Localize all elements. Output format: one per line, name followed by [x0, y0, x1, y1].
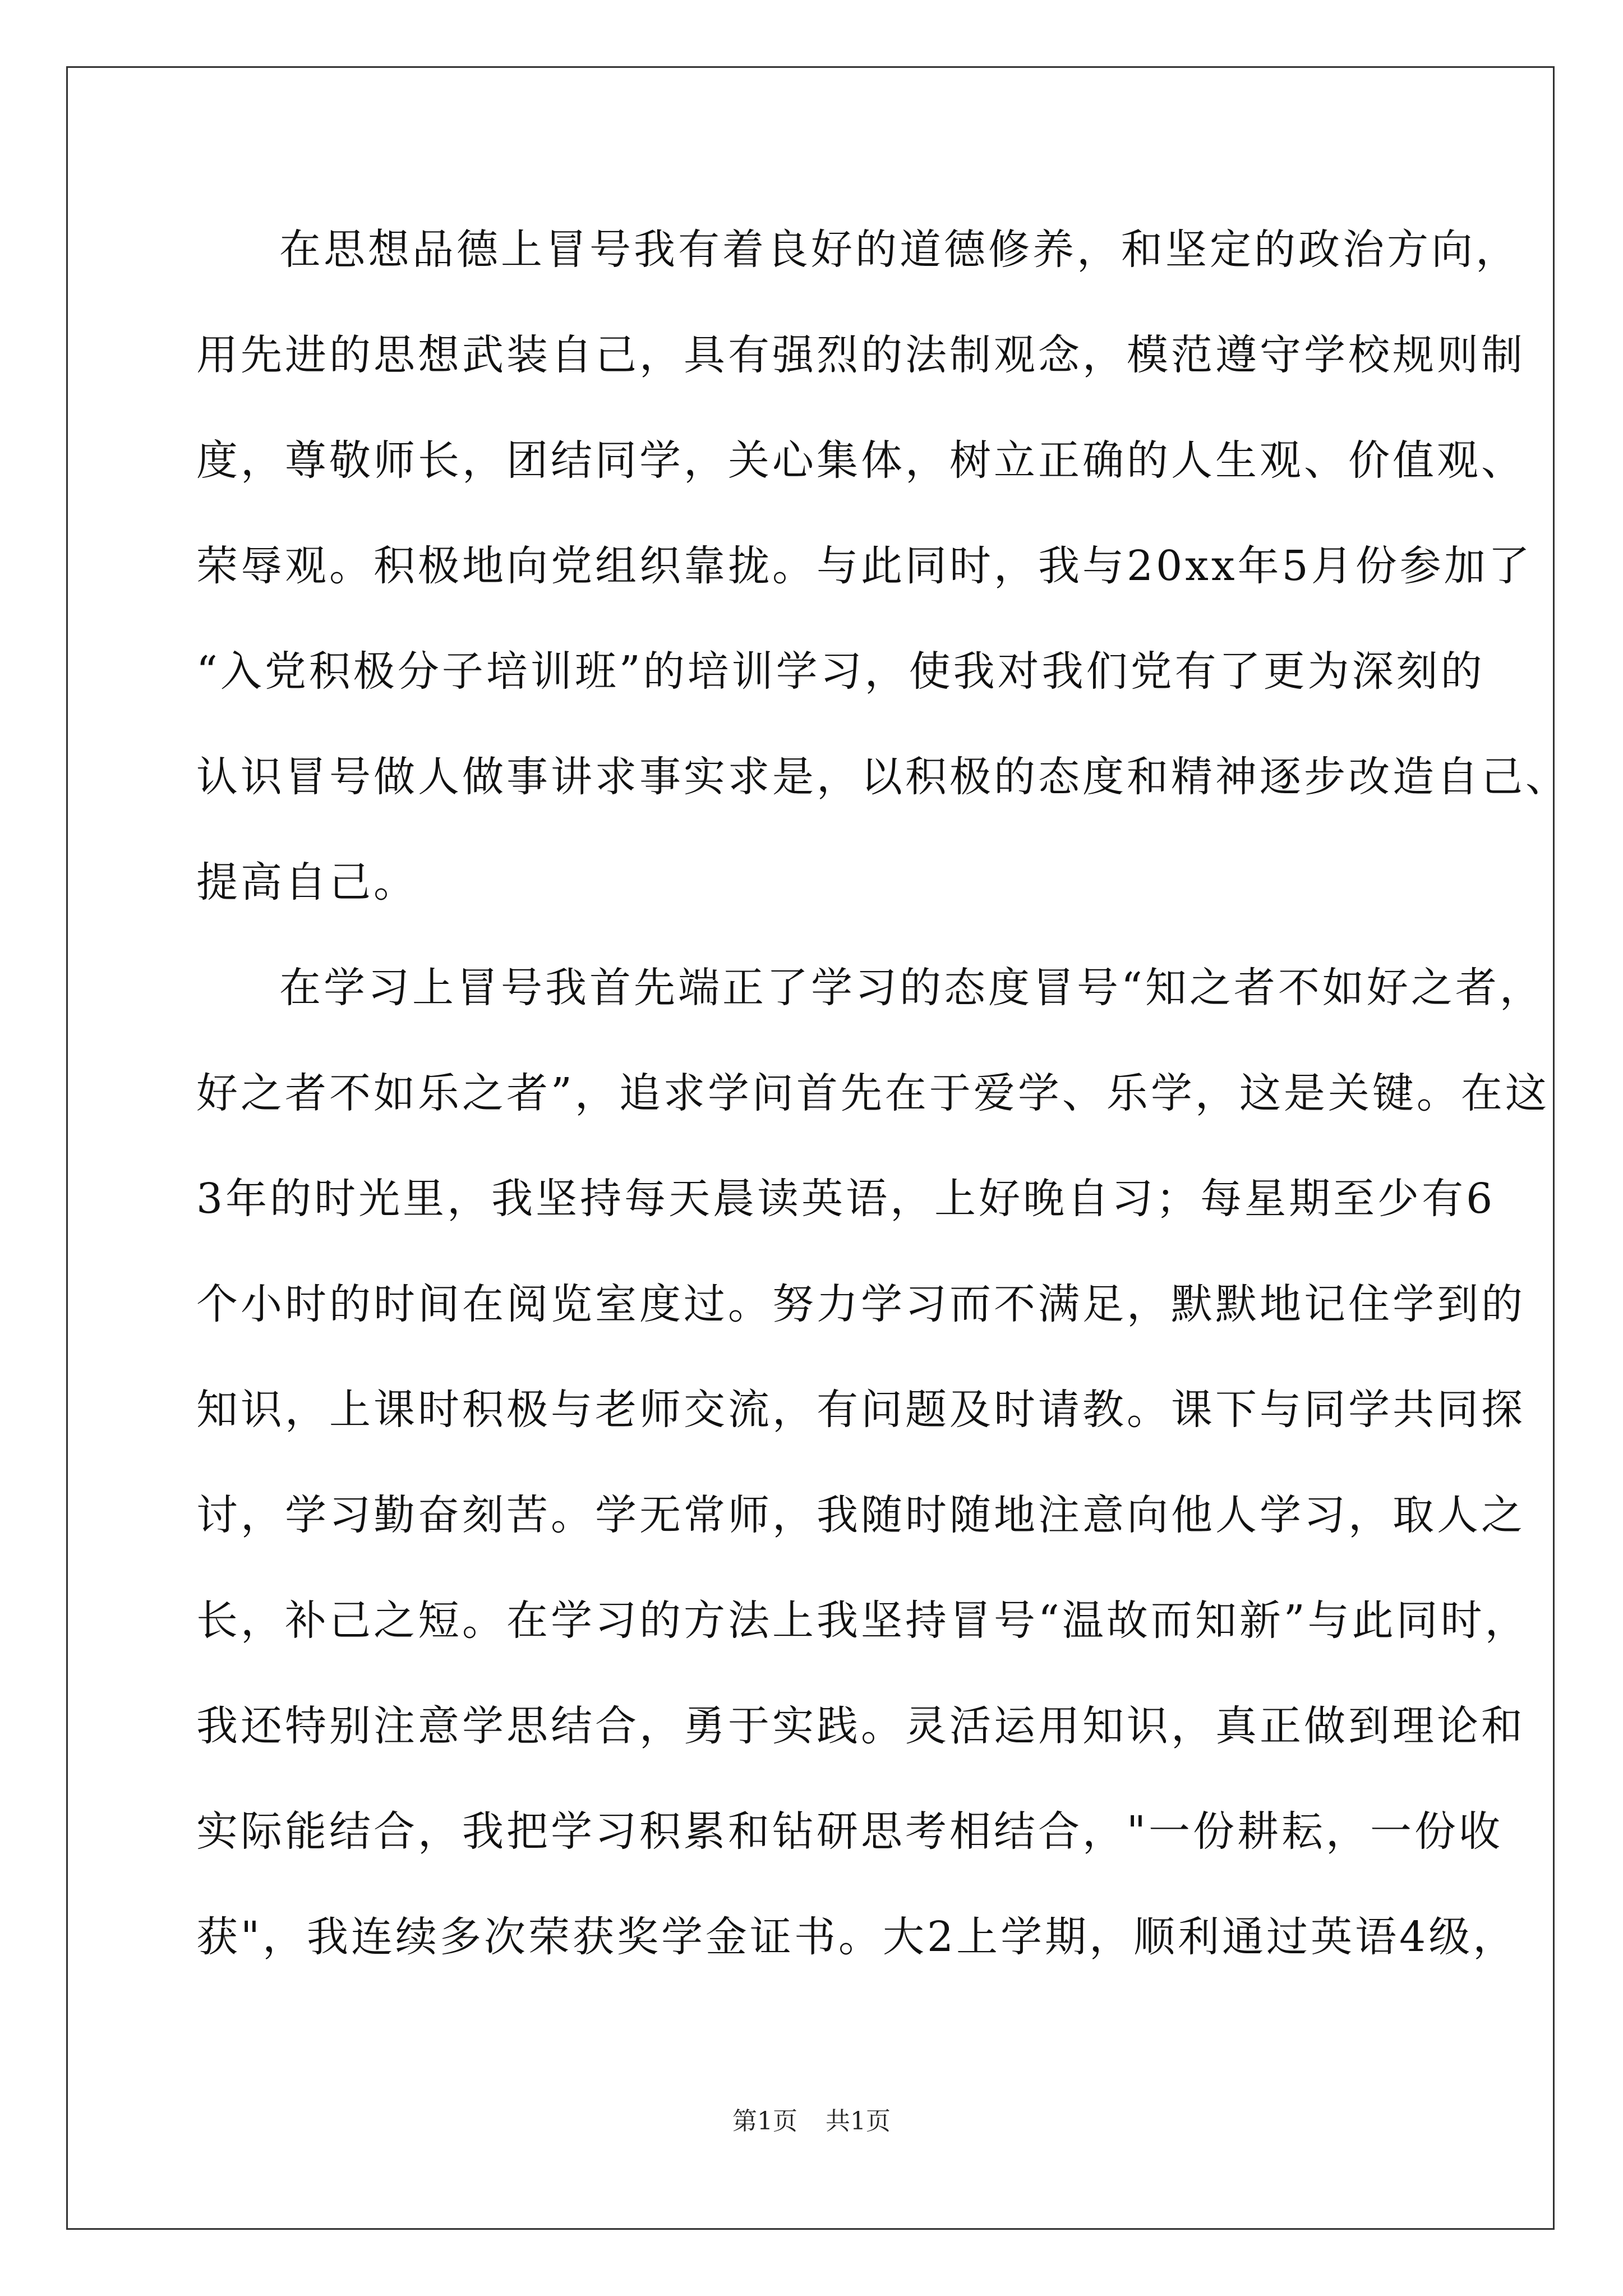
paragraph-2 [196, 951, 1550, 2111]
text-line: 知识，上课时积极与老师交流，有问题及时请教。课下与同学共同探 [196, 1386, 1525, 1434]
text-line: “入党积极分子培训班”的培训学习，使我对我们党有了更为深刻的 [196, 647, 1485, 696]
text-line: 荣辱观。积极地向党组织靠拢。与此同时，我与20xx年5月份参加了 [196, 542, 1533, 590]
text-line: 3年的时光里，我坚持每天晨读英语，上好晚自习；每星期至少有6 [196, 1175, 1496, 1223]
document-body [196, 213, 1570, 2111]
text-line: 在思想品德上冒号我有着良好的道德修养，和坚定的政治方向， [279, 226, 1520, 274]
text-line: 获"，我连续多次荣获奖学金证书。大2上学期，顺利通过英语4级， [196, 1913, 1518, 1961]
text-line: 提高自己。 [196, 858, 418, 907]
text-line: 个小时的时间在阅览室度过。努力学习而不满足，默默地记住学到的 [196, 1280, 1525, 1328]
text-line: 用先进的思想武装自己，具有强烈的法制观念，模范遵守学校规则制 [196, 331, 1525, 379]
text-line: 度，尊敬师长，团结同学，关心集体，树立正确的人生观、价值观、 [196, 436, 1525, 485]
page-number: 第1页 [732, 2107, 797, 2136]
page-footer [0, 2101, 1623, 2137]
text-line: 我还特别注意学思结合，勇于实践。灵活运用知识，真正做到理论和 [196, 1702, 1525, 1750]
text-line [196, 2006, 1453, 2111]
page-total: 共1页 [826, 2107, 891, 2136]
text-line: 实际能结合，我把学习积累和钻研思考相结合，"一份耕耘，一份收 [196, 1807, 1504, 1856]
paragraph-1 [196, 213, 1570, 951]
text-line: 讨，学习勤奋刻苦。学无常师，我随时随地注意向他人学习，取人之 [196, 1491, 1525, 1539]
text-line: 长，补己之短。在学习的方法上我坚持冒号“温故而知新”与此同时， [196, 1596, 1529, 1645]
text-line: 认识冒号做人做事讲求事实求是，以积极的态度和精神逐步改造自己、 [196, 753, 1570, 801]
text-line: 好之者不如乐之者”，追求学问首先在于爱学、乐学，这是关键。在这 [196, 1069, 1550, 1117]
text-line: 在学习上冒号我首先端正了学习的态度冒号“知之者不如好之者， [279, 964, 1544, 1012]
